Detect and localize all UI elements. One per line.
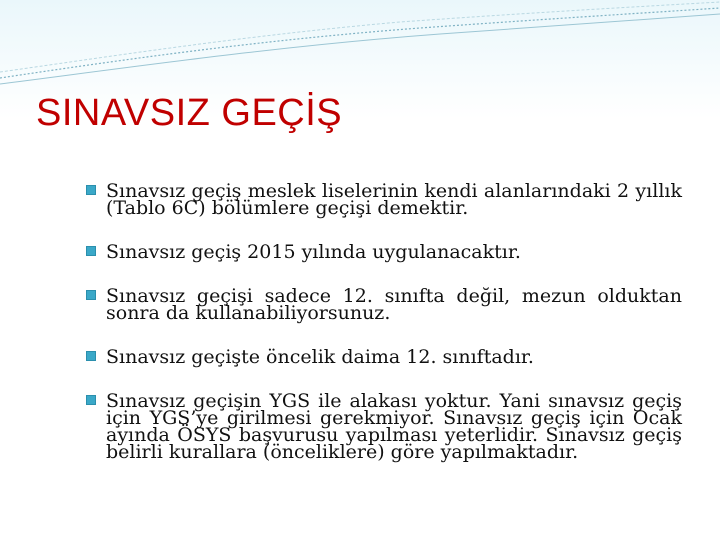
bullet-list [86,180,682,463]
bullet-text: Sınavsız geçişte öncelik daima 12. sınıftadır. [106,346,534,368]
square-bullet-icon [86,246,96,256]
decorative-wave-lines [0,0,720,100]
square-bullet-icon [86,395,96,405]
bullet-text: Sınavsız geçiş meslek liselerinin kendi alanlarındaki 2 yıllık (Tablo 6C) bölümlere geçişi demektir. [106,180,682,219]
square-bullet-icon [86,290,96,300]
bullet-text: Sınavsız geçişi sadece 12. sınıfta değil, mezun olduktan sonra da kullanabiliyorsunuz. [106,285,682,324]
bullet-item [86,346,682,368]
bullet-text: Sınavsız geçiş 2015 yılında uygulanacaktır. [106,241,521,263]
bullet-item [86,285,682,324]
bullet-item [86,390,682,463]
bullet-text: Sınavsız geçişin YGS ile alakası yoktur. Yani sınavsız geçiş için YGS’ye girilmesi gerekmiyor. Sınavsız geçiş için Ocak ayında ÖSYS başvurusu yapılması yeterlidir. Sınavsız geçiş belirli kurallara (önceliklere) göre yapılmaktadır. [106,390,682,463]
square-bullet-icon [86,351,96,361]
slide-title: SINAVSIZ GEÇİŞ [36,92,343,134]
square-bullet-icon [86,185,96,195]
bullet-item [86,180,682,219]
bullet-item [86,241,682,263]
